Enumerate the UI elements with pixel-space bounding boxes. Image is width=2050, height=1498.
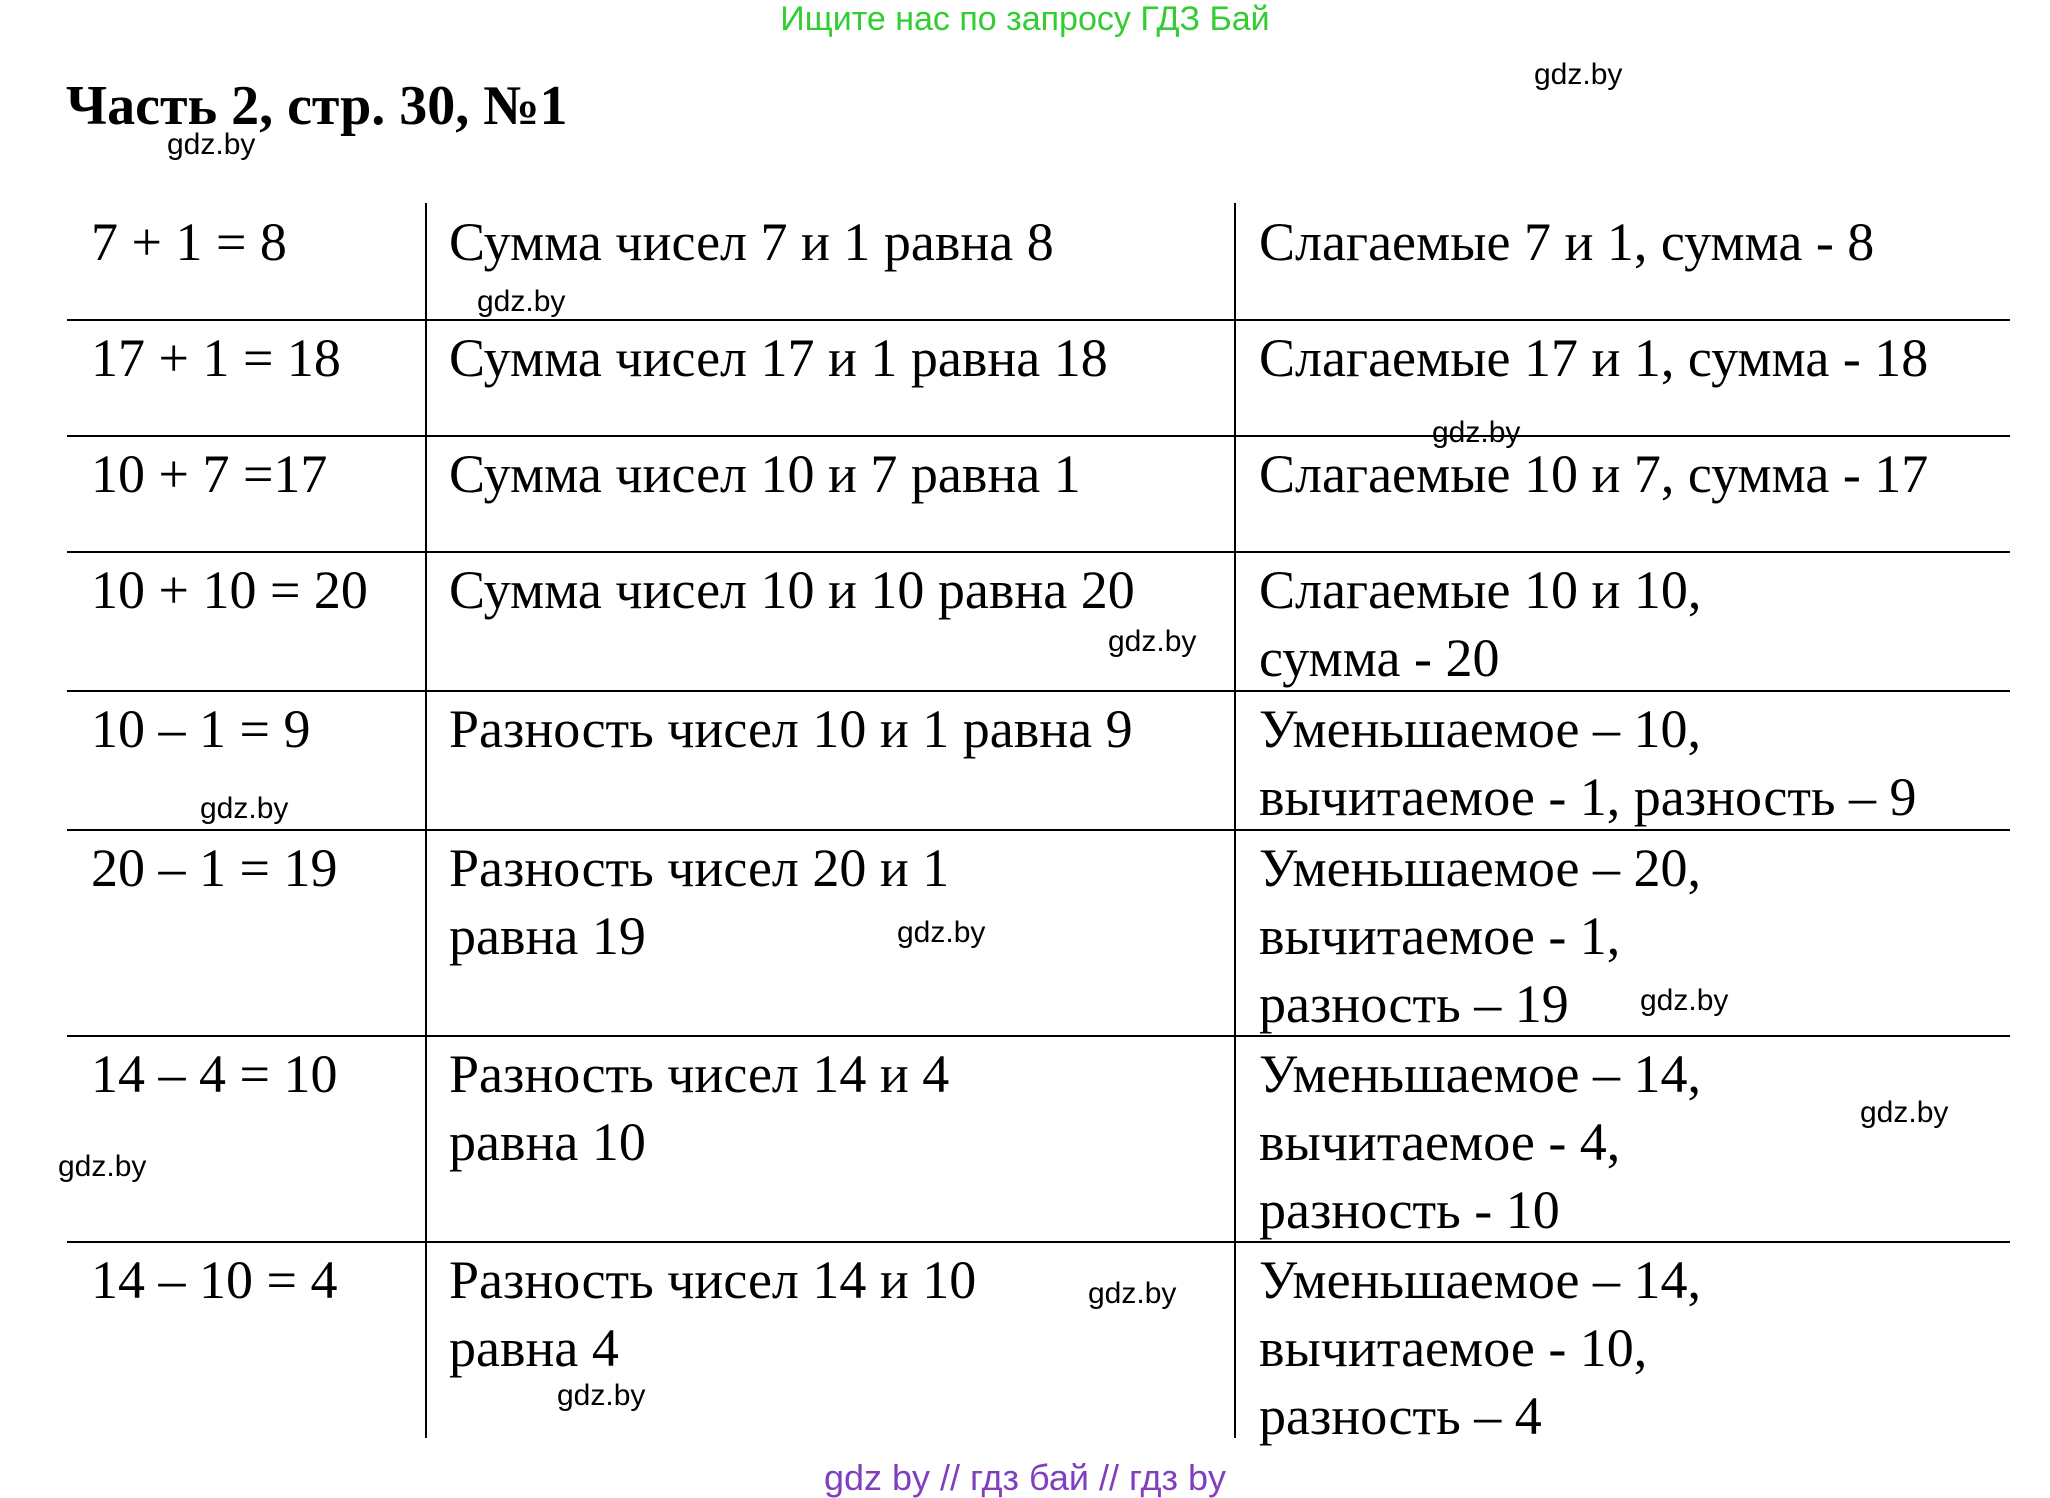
cell-components (1259, 1246, 1701, 1450)
cell-line: Разность чисел 14 и 10 (449, 1250, 977, 1310)
cell-line: равна 4 (449, 1318, 619, 1378)
cell-line: Разность чисел 10 и 1 равна 9 (449, 699, 1133, 759)
cell-line: Слагаемые 17 и 1, сумма - 18 (1259, 328, 1929, 388)
row-divider (67, 551, 2010, 553)
cell-components (1259, 324, 1928, 392)
row-divider (67, 690, 2010, 692)
answer-table (67, 203, 2010, 1446)
watermark: gdz.by (1088, 1277, 1177, 1310)
cell-line: Разность чисел 14 и 4 (449, 1044, 950, 1104)
watermark: gdz.by (200, 792, 289, 825)
cell-line: 10 + 7 =17 (91, 444, 328, 504)
cell-line: Слагаемые 10 и 10, (1259, 560, 1702, 620)
cell-expression (91, 440, 327, 508)
cell-expression (91, 1246, 337, 1314)
search-banner: Ищите нас по запросу ГДЗ Бай (780, 0, 1270, 38)
cell-components (1259, 1040, 1701, 1244)
cell-line: вычитаемое - 10, (1259, 1318, 1648, 1378)
cell-components (1259, 208, 1874, 276)
cell-line: равна 10 (449, 1112, 646, 1172)
cell-expression (91, 324, 341, 392)
cell-expression (91, 695, 310, 763)
watermark: gdz.by (1860, 1096, 1949, 1129)
cell-reading (449, 208, 1054, 276)
cell-line: Разность чисел 20 и 1 (449, 838, 950, 898)
cell-components (1259, 440, 1928, 508)
column-divider (1234, 203, 1236, 1438)
column-divider (425, 203, 427, 1438)
watermark: gdz.by (1432, 416, 1521, 449)
watermark: gdz.by (897, 916, 986, 949)
cell-expression (91, 1040, 337, 1108)
cell-expression (91, 834, 337, 902)
cell-line: Сумма чисел 10 и 10 равна 20 (449, 560, 1135, 620)
cell-line: 14 – 4 = 10 (91, 1044, 338, 1104)
cell-line: 7 + 1 = 8 (91, 212, 287, 272)
row-divider (67, 1035, 2010, 1037)
watermark: gdz.by (1108, 625, 1197, 658)
cell-line: 17 + 1 = 18 (91, 328, 341, 388)
cell-line: Сумма чисел 17 и 1 равна 18 (449, 328, 1108, 388)
cell-line: Уменьшаемое – 10, (1259, 699, 1701, 759)
cell-line: 14 – 10 = 4 (91, 1250, 338, 1310)
cell-line: разность – 4 (1259, 1386, 1542, 1446)
cell-line: сумма - 20 (1259, 628, 1500, 688)
cell-components (1259, 834, 1701, 1038)
cell-reading (449, 834, 949, 970)
row-divider (67, 435, 2010, 437)
cell-line: вычитаемое - 1, разность – 9 (1259, 767, 1917, 827)
cell-reading (449, 1246, 976, 1382)
cell-line: разность – 19 (1259, 974, 1569, 1034)
cell-line: Слагаемые 10 и 7, сумма - 17 (1259, 444, 1929, 504)
watermark: gdz.by (1534, 58, 1623, 91)
cell-line: равна 19 (449, 906, 646, 966)
row-divider (67, 319, 2010, 321)
cell-line: Уменьшаемое – 20, (1259, 838, 1701, 898)
cell-components (1259, 695, 1917, 831)
cell-line: Уменьшаемое – 14, (1259, 1250, 1701, 1310)
watermark: gdz.by (167, 128, 256, 161)
cell-line: 10 – 1 = 9 (91, 699, 311, 759)
footer-links: gdz by // гдз бай // гдз by (823, 1457, 1227, 1498)
cell-expression (91, 208, 287, 276)
cell-line: Уменьшаемое – 14, (1259, 1044, 1701, 1104)
watermark: gdz.by (1640, 984, 1729, 1017)
watermark: gdz.by (477, 285, 566, 318)
cell-line: разность - 10 (1259, 1180, 1560, 1240)
watermark: gdz.by (557, 1379, 646, 1412)
cell-line: вычитаемое - 1, (1259, 906, 1621, 966)
cell-reading (449, 324, 1108, 392)
page-title: Часть 2, стр. 30, №1 (66, 75, 568, 137)
watermark: gdz.by (58, 1150, 147, 1183)
cell-reading (449, 556, 1135, 624)
cell-components (1259, 556, 1701, 692)
cell-reading (449, 440, 1081, 508)
cell-line: 10 + 10 = 20 (91, 560, 368, 620)
cell-reading (449, 695, 1133, 763)
cell-line: Сумма чисел 10 и 7 равна 1 (449, 444, 1081, 504)
row-divider (67, 1241, 2010, 1243)
cell-reading (449, 1040, 949, 1176)
cell-line: Сумма чисел 7 и 1 равна 8 (449, 212, 1054, 272)
cell-line: 20 – 1 = 19 (91, 838, 338, 898)
cell-line: вычитаемое - 4, (1259, 1112, 1621, 1172)
cell-expression (91, 556, 368, 624)
cell-line: Слагаемые 7 и 1, сумма - 8 (1259, 212, 1875, 272)
